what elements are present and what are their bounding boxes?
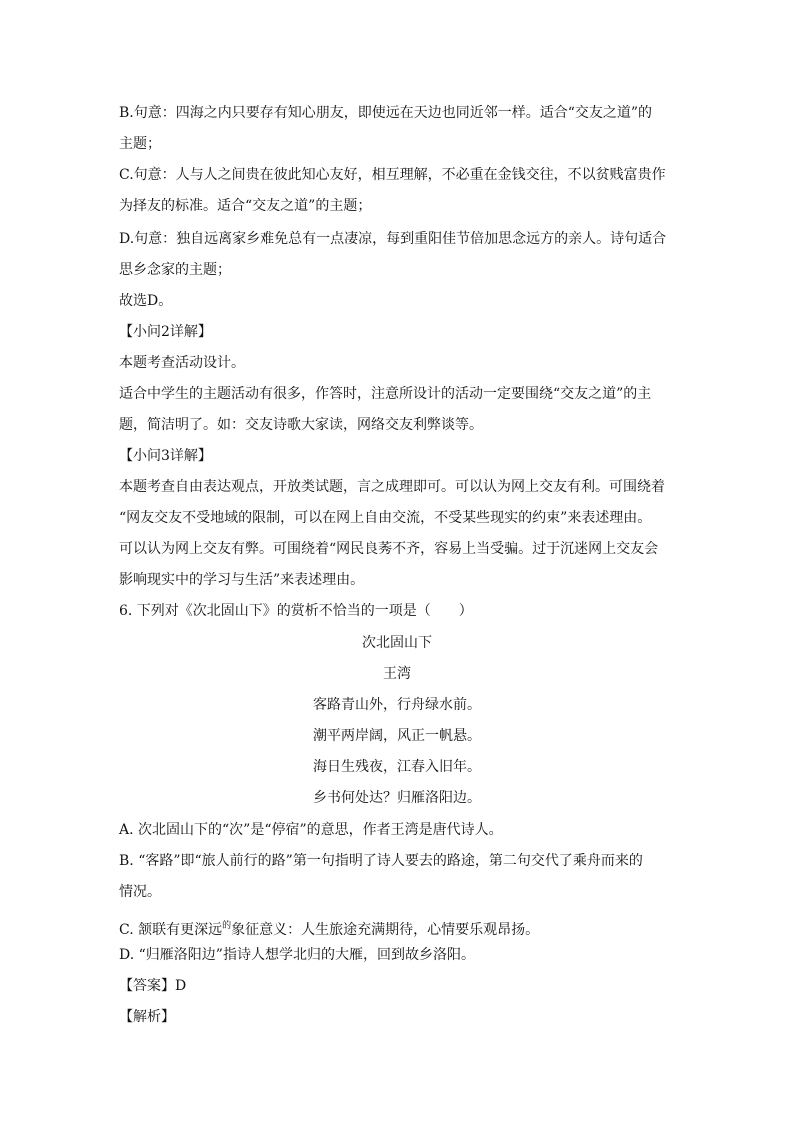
poem-verse-3: 海日生残夜，江春入旧年。 <box>313 759 481 775</box>
explanation-d-line-1: D.句意：独自远离家乡难免总有一点凄凉，每到重阳佳节倍加思念远方的亲人。诗句适合 <box>119 231 667 247</box>
option-c-text-start: C. 颔联有更深远 <box>119 922 223 938</box>
explanation-b-line-2: 主题； <box>119 136 161 152</box>
explanation-b-line-1: B.句意：四海之内只要存有知心朋友，即使远在天边也同近邻一样。适合“交友之道”的 <box>119 105 653 121</box>
subquestion-3-heading: 【小问3详解】 <box>119 448 212 464</box>
poem-verse-4: 乡书何处达？归雁洛阳边。 <box>313 790 481 806</box>
explanation-c-line-2: 为择友的标准。适合“交友之道”的主题； <box>119 198 372 214</box>
subquestion-2-text-line-1: 适合中学生的主题活动有很多，作答时，注意所设计的活动一定要围绕“交友之道”的主 <box>119 386 652 402</box>
option-d: D. “归雁洛阳边”指诗人想学北归的大雁，回到故乡洛阳。 <box>119 947 475 963</box>
subquestion-3-text-line-3: 可以认为网上交友有弊。可围绕着“网民良莠不齐，容易上当受骗。过于沉迷网上交友会 <box>119 541 659 557</box>
analysis-heading: 【解析】 <box>119 1009 175 1025</box>
subquestion-2-topic: 本题考查活动设计。 <box>119 355 245 371</box>
subquestion-2-text-line-2: 题，简洁明了。如：交友诗歌大家读，网络交友利弊谈等。 <box>119 417 483 433</box>
subquestion-3-text-line-2: “网友交友不受地域的限制，可以在网上自由交流，不受某些现实的约束”来表述理由。 <box>119 510 652 526</box>
option-a: A. 次北固山下的“次”是“停宿”的意思，作者王湾是唐代诗人。 <box>119 822 503 838</box>
option-b-line-1: B. “客路”即“旅人前行的路”第一句指明了诗人要去的路途，第二句交代了乘舟而来的 <box>119 853 643 869</box>
poem-title: 次北固山下 <box>362 635 432 651</box>
poem-author: 王湾 <box>383 666 411 682</box>
explanation-c-line-1: C.句意：人与人之间贵在彼此知心友好，相互理解，不必重在金钱交往，不以贫贱富贵作 <box>119 167 666 183</box>
option-b-line-2: 情况。 <box>119 884 161 900</box>
answer-line: 【答案】D <box>119 978 187 994</box>
subquestion-3-text-line-4: 影响现实中的学习与生活”来表述理由。 <box>119 572 365 588</box>
option-c <box>119 916 679 940</box>
choice-conclusion: 故选D。 <box>119 293 173 309</box>
poem-verse-2: 潮平两岸阔，风正一帆悬。 <box>313 728 481 744</box>
subquestion-2-heading: 【小问2详解】 <box>119 324 212 340</box>
poem-verse-1: 客路青山外，行舟绿水前。 <box>313 697 481 713</box>
explanation-d-line-2: 思乡念家的主题； <box>119 262 231 278</box>
question-6-stem: 6. 下列对《次北固山下》的赏析不恰当的一项是（ ） <box>119 603 473 619</box>
subquestion-3-text-line-1: 本题考查自由表达观点，开放类试题，言之成理即可。可以认为网上交友有利。可围绕着 <box>119 479 665 495</box>
option-c-superscript: 的 <box>222 921 232 931</box>
option-c-text-end: 象征意义：人生旅途充满期待，心情要乐观昂扬。 <box>231 922 540 938</box>
